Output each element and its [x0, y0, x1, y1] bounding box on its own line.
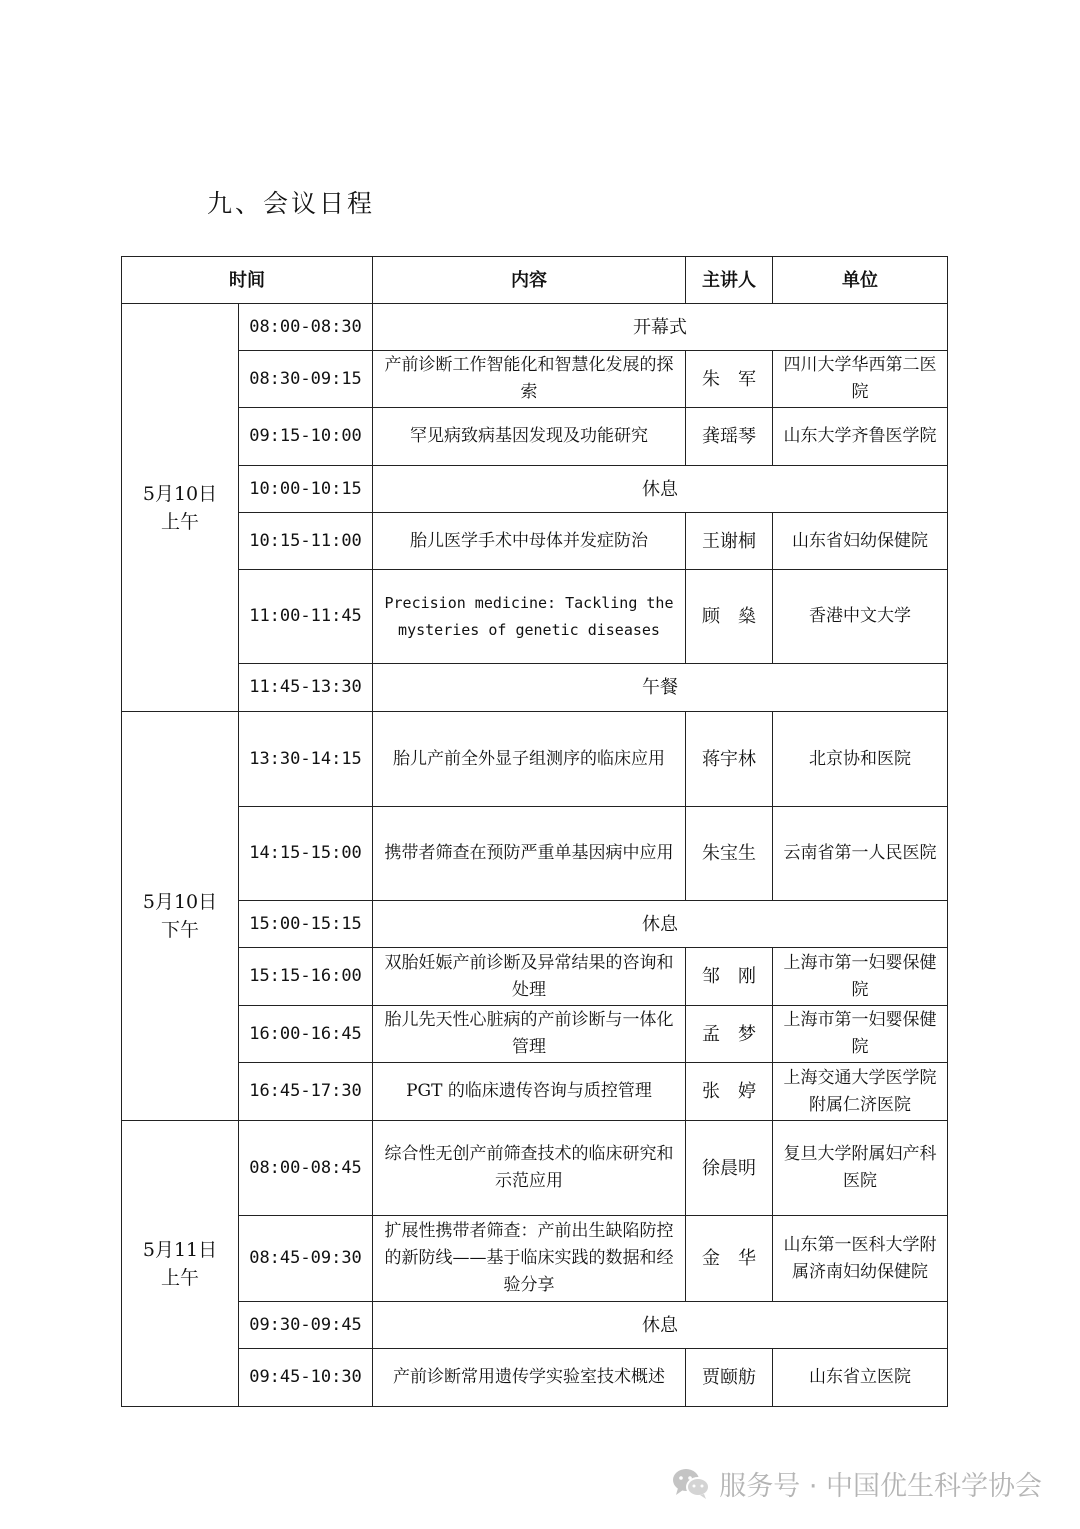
speaker-name: 朱宝生: [686, 807, 773, 901]
talk-title: 产前诊断工作智能化和智慧化发展的探索: [373, 351, 686, 408]
schedule-row: [122, 351, 948, 408]
schedule-row: [122, 1349, 948, 1407]
time-cell: 08:00-08:30: [239, 304, 373, 351]
talk-title: 扩展性携带者筛查：产前出生缺陷防控的新防线——基于临床实践的数据和经验分享: [373, 1216, 686, 1302]
section-title: 九、会议日程: [207, 189, 376, 218]
schedule-row: [122, 570, 948, 664]
schedule-row: [122, 1006, 948, 1063]
speaker-name: 蒋宇林: [686, 712, 773, 807]
speaker-org: 山东大学齐鲁医学院: [773, 408, 948, 466]
session-date-cell: [122, 1121, 239, 1407]
session-date-cell: [122, 304, 239, 712]
talk-title: 胎儿产前全外显子组测序的临床应用: [373, 712, 686, 807]
schedule-row: [122, 1216, 948, 1302]
schedule-break-row: [122, 1302, 948, 1349]
schedule-row: [122, 408, 948, 466]
schedule-row: [122, 807, 948, 901]
speaker-name: 龚瑶琴: [686, 408, 773, 466]
session-date: 5月10日: [142, 891, 218, 913]
session-period: 下午: [160, 919, 199, 941]
time-cell: 13:30-14:15: [239, 712, 373, 807]
header-speaker: 主讲人: [686, 257, 773, 304]
session-date: 5月10日: [142, 482, 218, 505]
time-cell: 15:15-16:00: [239, 948, 373, 1006]
session-period: 上午: [160, 1266, 199, 1289]
speaker-name: 顾 燊: [686, 570, 773, 664]
break-label: 休息: [373, 1302, 948, 1349]
session-date-cell: [122, 712, 239, 1121]
break-label: 休息: [373, 466, 948, 513]
speaker-name: 金 华: [686, 1216, 773, 1302]
speaker-org: 云南省第一人民医院: [773, 807, 948, 901]
speaker-org: 复旦大学附属妇产科医院: [773, 1121, 948, 1216]
wechat-icon: [671, 1467, 711, 1501]
time-cell: 09:15-10:00: [239, 408, 373, 466]
speaker-org: 山东第一医科大学附属济南妇幼保健院: [773, 1216, 948, 1302]
break-label: 休息: [373, 901, 948, 948]
talk-title: 罕见病致病基因发现及功能研究: [373, 408, 686, 466]
time-cell: 16:00-16:45: [239, 1006, 373, 1063]
talk-title: 胎儿先天性心脏病的产前诊断与一体化管理: [373, 1006, 686, 1063]
talk-title: Precision medicine: Tackling the mysteries of genetic diseases: [373, 570, 686, 664]
time-cell: 09:30-09:45: [239, 1302, 373, 1349]
speaker-org: 山东省妇幼保健院: [773, 513, 948, 570]
time-cell: 10:15-11:00: [239, 513, 373, 570]
schedule-row: [122, 712, 948, 807]
time-cell: 14:15-15:00: [239, 807, 373, 901]
talk-title: 双胎妊娠产前诊断及异常结果的咨询和处理: [373, 948, 686, 1006]
footer-text: 服务号 · 中国优生科学协会: [719, 1471, 1042, 1502]
header-time: 时间: [122, 257, 373, 304]
time-cell: 08:45-09:30: [239, 1216, 373, 1302]
speaker-org: 香港中文大学: [773, 570, 948, 664]
schedule-table: [121, 256, 948, 1407]
speaker-org: 四川大学华西第二医院: [773, 351, 948, 408]
time-cell: 08:00-08:45: [239, 1121, 373, 1216]
schedule-break-row: [122, 466, 948, 513]
time-cell: 15:00-15:15: [239, 901, 373, 948]
schedule-break-row: [122, 304, 948, 351]
schedule-break-row: [122, 664, 948, 712]
time-cell: 16:45-17:30: [239, 1063, 373, 1121]
schedule-row: [122, 1121, 948, 1216]
speaker-name: 朱 军: [686, 351, 773, 408]
speaker-name: 徐晨明: [686, 1121, 773, 1216]
footer-watermark: [671, 1464, 1042, 1503]
session-date: 5月11日: [142, 1238, 218, 1261]
talk-title: 产前诊断常用遗传学实验室技术概述: [373, 1349, 686, 1407]
talk-title: 胎儿医学手术中母体并发症防治: [373, 513, 686, 570]
speaker-name: 邹 刚: [686, 948, 773, 1006]
header-org: 单位: [773, 257, 948, 304]
schedule-row: [122, 1063, 948, 1121]
talk-title: 携带者筛查在预防严重单基因病中应用: [373, 807, 686, 901]
speaker-org: 上海交通大学医学院附属仁济医院: [773, 1063, 948, 1121]
talk-title: PGT 的临床遗传咨询与质控管理: [373, 1063, 686, 1121]
time-cell: 10:00-10:15: [239, 466, 373, 513]
speaker-org: 上海市第一妇婴保健院: [773, 1006, 948, 1063]
speaker-name: 张 婷: [686, 1063, 773, 1121]
schedule-row: [122, 513, 948, 570]
speaker-org: 山东省立医院: [773, 1349, 948, 1407]
speaker-org: 上海市第一妇婴保健院: [773, 948, 948, 1006]
header-content: 内容: [373, 257, 686, 304]
speaker-org: 北京协和医院: [773, 712, 948, 807]
header-row: [122, 257, 948, 304]
session-period: 上午: [160, 510, 199, 533]
schedule-row: [122, 948, 948, 1006]
schedule-body: [122, 304, 948, 1407]
speaker-name: 孟 梦: [686, 1006, 773, 1063]
break-label: 午餐: [373, 664, 948, 712]
time-cell: 08:30-09:15: [239, 351, 373, 408]
time-cell: 11:45-13:30: [239, 664, 373, 712]
break-label: 开幕式: [373, 304, 948, 351]
talk-title: 综合性无创产前筛查技术的临床研究和示范应用: [373, 1121, 686, 1216]
speaker-name: 贾颐舫: [686, 1349, 773, 1407]
time-cell: 11:00-11:45: [239, 570, 373, 664]
time-cell: 09:45-10:30: [239, 1349, 373, 1407]
schedule-break-row: [122, 901, 948, 948]
speaker-name: 王谢桐: [686, 513, 773, 570]
